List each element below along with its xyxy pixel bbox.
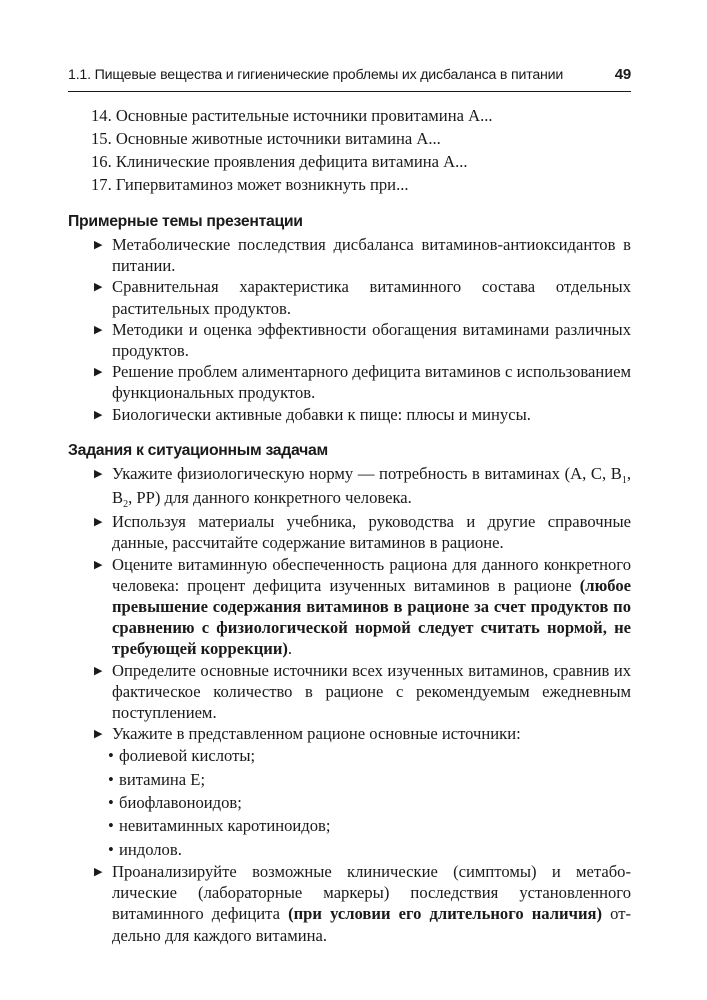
dot-bullet-icon: •	[108, 816, 114, 836]
arrow-bullet-icon: ▶	[94, 238, 103, 251]
task-item	[68, 554, 631, 660]
presentations-list	[68, 234, 631, 425]
presentation-text: Метаболические последствия дисбаланса витаминов-антиоксидантов в питании.	[112, 235, 631, 276]
presentation-item	[68, 234, 631, 276]
presentation-text: Решение проблем алиментарного дефицита витаминов с использованием функциональных продуктов.	[112, 362, 631, 403]
sublist-item	[68, 791, 631, 814]
task-bold-note: (при условии его длительного наличия)	[288, 904, 603, 924]
question-item: 17. Гипервитаминоз может возникнуть при...	[91, 175, 409, 194]
subscript: 2	[123, 499, 129, 511]
presentation-text: Биологически активные добавки к пище: плюсы и минусы.	[112, 404, 531, 424]
task-text: Укажите в представленном рационе основные источники:	[112, 724, 521, 744]
page-number: 49	[614, 66, 631, 83]
page-body	[68, 104, 631, 946]
task-text: Укажите физиологическую норму — потребность в витаминах (А, С, В	[112, 463, 622, 483]
task-text: , В	[112, 463, 631, 508]
presentation-text: Методики и оценка эффективности обогащения витаминами различных продуктов.	[112, 319, 631, 361]
running-header	[68, 66, 631, 92]
presentations-heading: Примерные темы презентации	[68, 213, 303, 230]
sublist-text: индолов.	[119, 839, 182, 859]
question-list	[68, 104, 631, 196]
task-text: , РР) для данного конкретного человека.	[128, 488, 412, 508]
task-text: Оцените витаминную обеспеченность рациона для данного конкретного человека: процент дефицита изученных витаминов в рационе	[112, 554, 631, 595]
presentation-item	[68, 276, 631, 318]
dot-bullet-icon: •	[108, 769, 114, 789]
arrow-bullet-icon: ▶	[94, 727, 103, 741]
arrow-bullet-icon: ▶	[94, 322, 103, 336]
question-item: 14. Основные растительные источники провитамина А...	[91, 106, 493, 125]
arrow-bullet-icon: ▶	[94, 515, 103, 529]
arrow-bullet-icon: ▶	[94, 365, 103, 379]
question-item: 15. Основные животные источники витамина А...	[91, 129, 441, 148]
presentation-item	[68, 319, 631, 361]
task-item	[68, 723, 631, 744]
task-text: Проанализируйте возможные клинические (симптомы) и метаболические (лабораторные маркеры) последствия установленного витаминного дефицита	[112, 861, 631, 924]
sublist-text: фолиевой кислоты;	[119, 746, 256, 766]
arrow-bullet-icon: ▶	[94, 280, 103, 294]
task-bold-note: (любое превышение содержания витаминов в рационе за счет продуктов по сравнению с физиологической нормой следует считать нормой, не требующей коррекции)	[112, 575, 631, 659]
sublist-item	[68, 814, 631, 837]
sublist-item	[68, 768, 631, 791]
task-item	[68, 660, 631, 724]
sublist-item	[68, 744, 631, 767]
arrow-bullet-icon: ▶	[94, 557, 103, 571]
dot-bullet-icon: •	[108, 839, 114, 859]
dot-bullet-icon: •	[108, 793, 114, 813]
task-text: Используя материалы учебника, руководства и другие справочные данные, рассчитайте содержание витаминов в рационе.	[112, 512, 631, 553]
task-text: .	[287, 639, 293, 659]
sublist-text: невитаминных каротиноидов;	[119, 816, 331, 836]
sublist-text: биофлавоноидов;	[119, 793, 242, 813]
arrow-bullet-icon: ▶	[94, 864, 103, 878]
presentation-item	[68, 361, 631, 403]
question-item: 16. Клинические проявления дефицита витамина А...	[91, 152, 468, 171]
task-text: отдельно для каждого витамина.	[112, 904, 631, 945]
subscript: 1	[621, 474, 627, 486]
task-text: Определите основные источники всех изученных витаминов, сравнив их фактическое количество в рационе с рекомендуемым ежедневным поступлением.	[112, 660, 631, 723]
sublist-text: витамина Е;	[119, 769, 206, 789]
arrow-bullet-icon: ▶	[94, 407, 103, 421]
task-item	[68, 861, 631, 946]
task-item	[68, 511, 631, 553]
tasks-list-continued	[68, 861, 631, 946]
sublist-item	[68, 838, 631, 861]
presentation-item	[68, 404, 631, 425]
sources-sublist	[68, 744, 631, 860]
arrow-bullet-icon: ▶	[94, 466, 103, 480]
task-item	[68, 463, 631, 511]
tasks-heading: Задания к ситуационным задачам	[68, 441, 328, 459]
dot-bullet-icon: •	[108, 746, 114, 766]
tasks-list	[68, 463, 631, 745]
arrow-bullet-icon: ▶	[94, 663, 103, 677]
running-title: 1.1. Пищевые вещества и гигиенические проблемы их дисбаланса в питании	[68, 67, 564, 83]
presentation-text: Сравнительная характеристика витаминного состава отдельных растительных продуктов.	[112, 277, 631, 318]
